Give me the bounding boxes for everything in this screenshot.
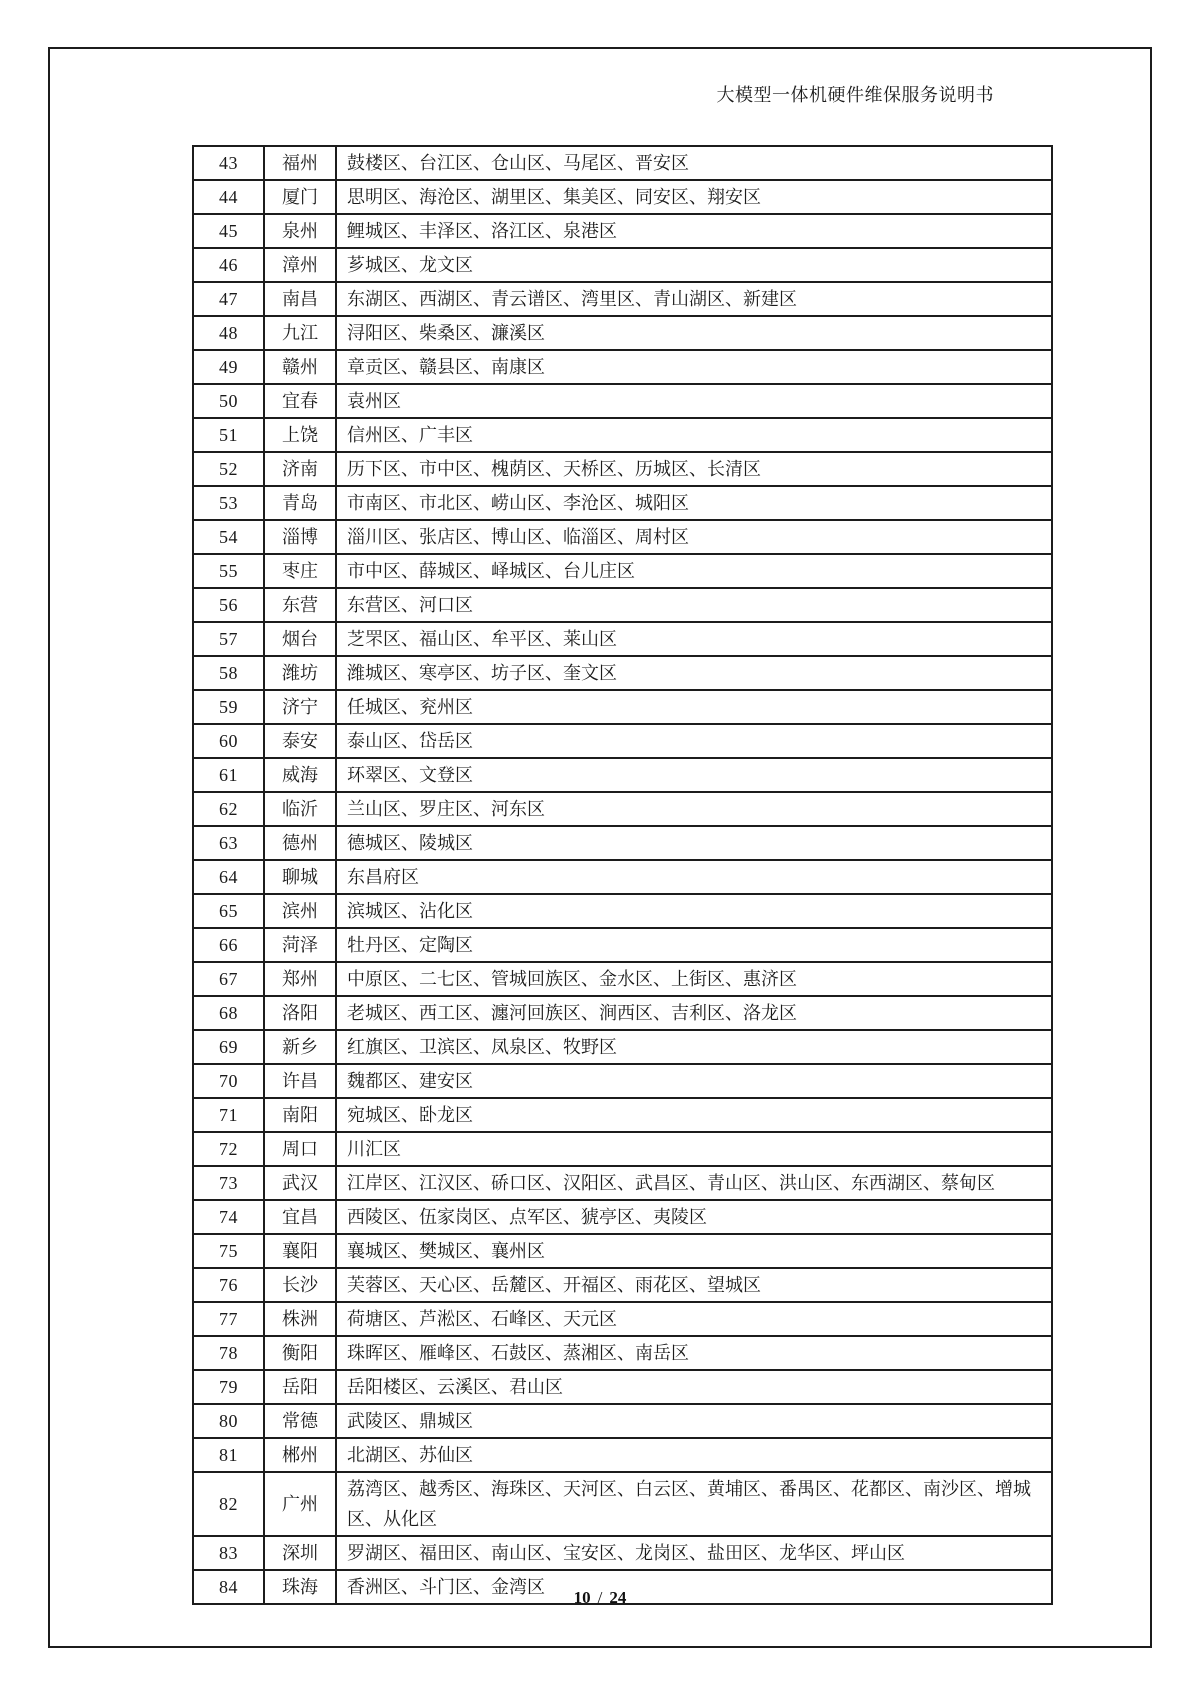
district-list: 鲤城区、丰泽区、洛江区、泉港区 [336, 214, 1052, 248]
table-row [193, 1336, 1052, 1370]
district-list: 市南区、市北区、崂山区、李沧区、城阳区 [336, 486, 1052, 520]
row-number: 75 [193, 1234, 264, 1268]
district-list: 东昌府区 [336, 860, 1052, 894]
row-number: 65 [193, 894, 264, 928]
city-name: 枣庄 [264, 554, 336, 588]
page-total: 24 [609, 1588, 627, 1607]
table-row [193, 350, 1052, 384]
city-name: 青岛 [264, 486, 336, 520]
page-separator: / [597, 1588, 603, 1607]
district-list: 宛城区、卧龙区 [336, 1098, 1052, 1132]
city-name: 临沂 [264, 792, 336, 826]
page-footer [0, 1588, 1200, 1608]
row-number: 46 [193, 248, 264, 282]
district-list: 袁州区 [336, 384, 1052, 418]
city-name: 许昌 [264, 1064, 336, 1098]
table-row [193, 214, 1052, 248]
row-number: 49 [193, 350, 264, 384]
city-name: 威海 [264, 758, 336, 792]
document-header-title: 大模型一体机硬件维保服务说明书 [716, 85, 994, 105]
table-row [193, 1064, 1052, 1098]
district-list: 东湖区、西湖区、青云谱区、湾里区、青山湖区、新建区 [336, 282, 1052, 316]
row-number: 67 [193, 962, 264, 996]
city-name: 襄阳 [264, 1234, 336, 1268]
district-list: 红旗区、卫滨区、凤泉区、牧野区 [336, 1030, 1052, 1064]
table-row [193, 656, 1052, 690]
city-districts-table [192, 145, 1053, 1605]
city-name: 济南 [264, 452, 336, 486]
table-row [193, 860, 1052, 894]
table-row [193, 1438, 1052, 1472]
table-row [193, 1234, 1052, 1268]
district-list: 德城区、陵城区 [336, 826, 1052, 860]
row-number: 51 [193, 418, 264, 452]
row-number: 56 [193, 588, 264, 622]
table-row [193, 1536, 1052, 1570]
district-list: 浔阳区、柴桑区、濂溪区 [336, 316, 1052, 350]
district-list: 滨城区、沾化区 [336, 894, 1052, 928]
row-number: 64 [193, 860, 264, 894]
city-name: 德州 [264, 826, 336, 860]
district-list: 章贡区、赣县区、南康区 [336, 350, 1052, 384]
table-row [193, 1200, 1052, 1234]
page-number: 10 [573, 1588, 591, 1607]
row-number: 44 [193, 180, 264, 214]
district-list: 信州区、广丰区 [336, 418, 1052, 452]
district-list: 环翠区、文登区 [336, 758, 1052, 792]
row-number: 82 [193, 1472, 264, 1536]
city-name: 深圳 [264, 1536, 336, 1570]
district-list: 襄城区、樊城区、襄州区 [336, 1234, 1052, 1268]
row-number: 80 [193, 1404, 264, 1438]
city-name: 岳阳 [264, 1370, 336, 1404]
city-name: 淄博 [264, 520, 336, 554]
row-number: 78 [193, 1336, 264, 1370]
table-row [193, 146, 1052, 180]
district-list: 市中区、薛城区、峄城区、台儿庄区 [336, 554, 1052, 588]
row-number: 53 [193, 486, 264, 520]
city-name: 常德 [264, 1404, 336, 1438]
city-name: 南阳 [264, 1098, 336, 1132]
district-list: 鼓楼区、台江区、仓山区、马尾区、晋安区 [336, 146, 1052, 180]
district-list: 荔湾区、越秀区、海珠区、天河区、白云区、黄埔区、番禺区、花都区、南沙区、增城区、从化区 [336, 1472, 1052, 1536]
table-row [193, 1132, 1052, 1166]
table-row [193, 316, 1052, 350]
table-row [193, 248, 1052, 282]
city-name: 珠海 [264, 1570, 336, 1604]
row-number: 47 [193, 282, 264, 316]
district-list: 香洲区、斗门区、金湾区 [336, 1570, 1052, 1604]
row-number: 59 [193, 690, 264, 724]
table-row [193, 1472, 1052, 1536]
city-name: 泉州 [264, 214, 336, 248]
district-list: 潍城区、寒亭区、坊子区、奎文区 [336, 656, 1052, 690]
district-list: 西陵区、伍家岗区、点军区、猇亭区、夷陵区 [336, 1200, 1052, 1234]
table-row [193, 1166, 1052, 1200]
row-number: 83 [193, 1536, 264, 1570]
city-name: 厦门 [264, 180, 336, 214]
row-number: 58 [193, 656, 264, 690]
row-number: 79 [193, 1370, 264, 1404]
row-number: 81 [193, 1438, 264, 1472]
city-name: 衡阳 [264, 1336, 336, 1370]
city-name: 洛阳 [264, 996, 336, 1030]
district-list: 芗城区、龙文区 [336, 248, 1052, 282]
district-list: 罗湖区、福田区、南山区、宝安区、龙岗区、盐田区、龙华区、坪山区 [336, 1536, 1052, 1570]
row-number: 76 [193, 1268, 264, 1302]
city-name: 滨州 [264, 894, 336, 928]
city-name: 新乡 [264, 1030, 336, 1064]
table-row [193, 622, 1052, 656]
city-name: 广州 [264, 1472, 336, 1536]
city-name: 菏泽 [264, 928, 336, 962]
city-name: 潍坊 [264, 656, 336, 690]
table-row [193, 928, 1052, 962]
district-list: 牡丹区、定陶区 [336, 928, 1052, 962]
table-row [193, 724, 1052, 758]
table-row [193, 758, 1052, 792]
city-name: 上饶 [264, 418, 336, 452]
city-name: 宜春 [264, 384, 336, 418]
city-name: 泰安 [264, 724, 336, 758]
city-name: 九江 [264, 316, 336, 350]
district-list: 北湖区、苏仙区 [336, 1438, 1052, 1472]
district-list: 珠晖区、雁峰区、石鼓区、蒸湘区、南岳区 [336, 1336, 1052, 1370]
table-row [193, 1302, 1052, 1336]
city-name: 漳州 [264, 248, 336, 282]
row-number: 43 [193, 146, 264, 180]
city-name: 南昌 [264, 282, 336, 316]
district-list: 岳阳楼区、云溪区、君山区 [336, 1370, 1052, 1404]
table-row [193, 826, 1052, 860]
table-row [193, 1268, 1052, 1302]
row-number: 68 [193, 996, 264, 1030]
row-number: 45 [193, 214, 264, 248]
row-number: 74 [193, 1200, 264, 1234]
row-number: 50 [193, 384, 264, 418]
row-number: 73 [193, 1166, 264, 1200]
row-number: 84 [193, 1570, 264, 1604]
district-list: 芝罘区、福山区、牟平区、莱山区 [336, 622, 1052, 656]
district-list: 魏都区、建安区 [336, 1064, 1052, 1098]
district-list: 江岸区、江汉区、硚口区、汉阳区、武昌区、青山区、洪山区、东西湖区、蔡甸区 [336, 1166, 1052, 1200]
table-row [193, 996, 1052, 1030]
row-number: 71 [193, 1098, 264, 1132]
row-number: 57 [193, 622, 264, 656]
row-number: 52 [193, 452, 264, 486]
row-number: 48 [193, 316, 264, 350]
district-list: 荷塘区、芦淞区、石峰区、天元区 [336, 1302, 1052, 1336]
city-name: 济宁 [264, 690, 336, 724]
table-row [193, 690, 1052, 724]
row-number: 54 [193, 520, 264, 554]
row-number: 72 [193, 1132, 264, 1166]
row-number: 63 [193, 826, 264, 860]
row-number: 70 [193, 1064, 264, 1098]
table-row [193, 180, 1052, 214]
city-name: 宜昌 [264, 1200, 336, 1234]
city-name: 郴州 [264, 1438, 336, 1472]
table-row [193, 962, 1052, 996]
table-row [193, 588, 1052, 622]
row-number: 69 [193, 1030, 264, 1064]
district-list: 任城区、兖州区 [336, 690, 1052, 724]
districts-table-body [193, 146, 1052, 1604]
row-number: 77 [193, 1302, 264, 1336]
district-list: 老城区、西工区、瀍河回族区、涧西区、吉利区、洛龙区 [336, 996, 1052, 1030]
city-name: 周口 [264, 1132, 336, 1166]
table-row [193, 1030, 1052, 1064]
table-row [193, 894, 1052, 928]
table-row [193, 486, 1052, 520]
city-name: 郑州 [264, 962, 336, 996]
district-list: 武陵区、鼎城区 [336, 1404, 1052, 1438]
table-row [193, 1098, 1052, 1132]
city-name: 东营 [264, 588, 336, 622]
city-name: 赣州 [264, 350, 336, 384]
table-row [193, 1404, 1052, 1438]
city-name: 烟台 [264, 622, 336, 656]
table-row [193, 520, 1052, 554]
district-list: 芙蓉区、天心区、岳麓区、开福区、雨花区、望城区 [336, 1268, 1052, 1302]
row-number: 61 [193, 758, 264, 792]
city-name: 株洲 [264, 1302, 336, 1336]
city-name: 聊城 [264, 860, 336, 894]
table-row [193, 418, 1052, 452]
city-name: 福州 [264, 146, 336, 180]
district-list: 淄川区、张店区、博山区、临淄区、周村区 [336, 520, 1052, 554]
district-list: 兰山区、罗庄区、河东区 [336, 792, 1052, 826]
district-list: 川汇区 [336, 1132, 1052, 1166]
table-row [193, 384, 1052, 418]
city-name: 武汉 [264, 1166, 336, 1200]
row-number: 62 [193, 792, 264, 826]
city-name: 长沙 [264, 1268, 336, 1302]
district-list: 思明区、海沧区、湖里区、集美区、同安区、翔安区 [336, 180, 1052, 214]
row-number: 60 [193, 724, 264, 758]
table-row [193, 452, 1052, 486]
district-list: 泰山区、岱岳区 [336, 724, 1052, 758]
table-row [193, 282, 1052, 316]
district-list: 历下区、市中区、槐荫区、天桥区、历城区、长清区 [336, 452, 1052, 486]
table-row [193, 1370, 1052, 1404]
table-row [193, 792, 1052, 826]
row-number: 66 [193, 928, 264, 962]
district-list: 东营区、河口区 [336, 588, 1052, 622]
table-row [193, 554, 1052, 588]
district-list: 中原区、二七区、管城回族区、金水区、上街区、惠济区 [336, 962, 1052, 996]
row-number: 55 [193, 554, 264, 588]
